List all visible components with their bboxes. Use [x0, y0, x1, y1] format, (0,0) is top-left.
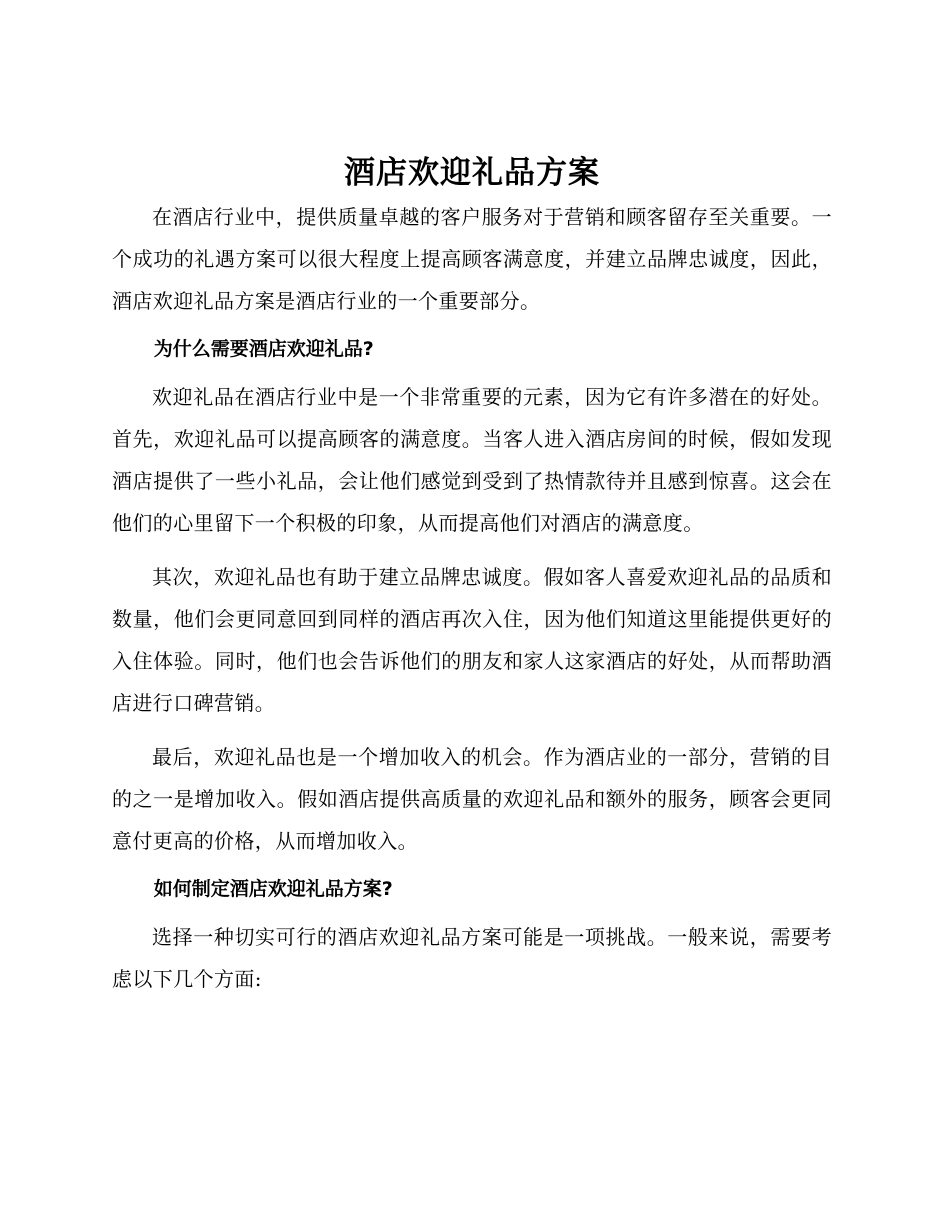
- document-page: [112, 150, 832, 1000]
- body-paragraph: 其次，欢迎礼品也有助于建立品牌忠诚度。假如客人喜爱欢迎礼品的品质和数量，他们会更同意回到同样的酒店再次入住，因为他们知道这里能提供更好的入住体验。同时，他们也会告诉他们的朋友和家人这家酒店的好处，从而帮助酒店进行口碑营销。: [112, 565, 832, 715]
- spacer: [112, 724, 832, 736]
- section-heading-why: 为什么需要酒店欢迎礼品?: [153, 338, 374, 360]
- body-paragraph: 欢迎礼品在酒店行业中是一个非常重要的元素，因为它有许多潜在的好处。首先，欢迎礼品可以提高顾客的满意度。当客人进入酒店房间的时候，假如发现酒店提供了一些小礼品，会让他们感觉到受到了热情款待并且感到惊喜。这会在他们的心里留下一个积极的印象，从而提高他们对酒店的满意度。: [112, 385, 832, 535]
- body-paragraph: 选择一种切实可行的酒店欢迎礼品方案可能是一项挑战。一般来说，需要考虑以下几个方面:: [112, 925, 832, 991]
- intro-paragraph: 在酒店行业中，提供质量卓越的客户服务对于营销和顾客留存至关重要。一个成功的礼遇方案可以很大程度上提高顾客满意度，并建立品牌忠诚度，因此，酒店欢迎礼品方案是酒店行业的一个重要部分。: [112, 205, 832, 313]
- spacer: [112, 544, 832, 556]
- body-paragraph: 最后，欢迎礼品也是一个增加收入的机会。作为酒店业的一部分，营销的目的之一是增加收入。假如酒店提供高质量的欢迎礼品和额外的服务，顾客会更同意付更高的价格，从而增加收入。: [112, 745, 832, 853]
- document-title: 酒店欢迎礼品方案: [344, 155, 600, 191]
- section-heading-how: 如何制定酒店欢迎礼品方案?: [153, 878, 393, 900]
